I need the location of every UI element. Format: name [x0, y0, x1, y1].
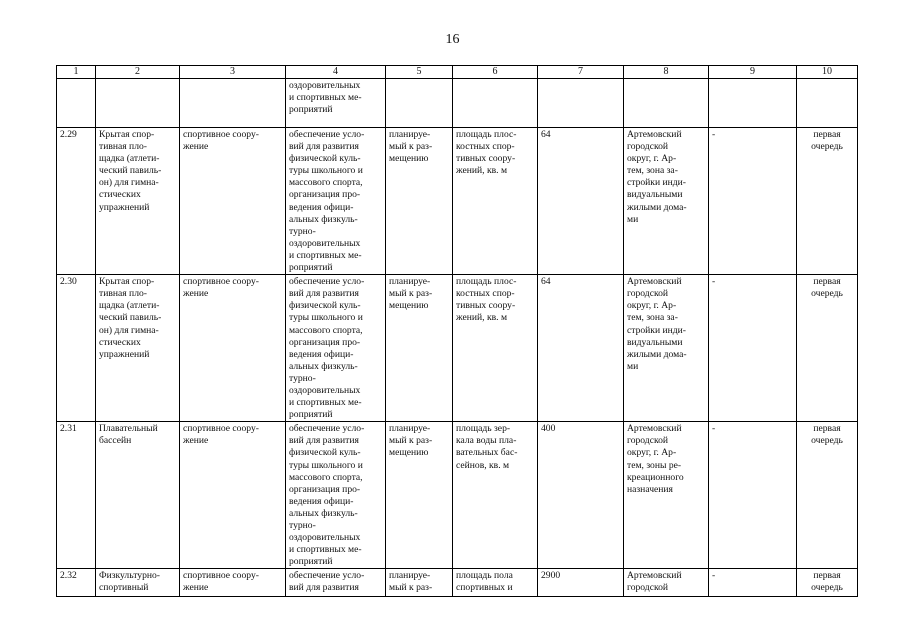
cell-text-line: альных физкуль-: [289, 507, 358, 519]
object-stage: [797, 569, 858, 597]
cell-text-line: и спортивных ме-: [289, 249, 362, 261]
cell-text-line: ведения офици-: [289, 348, 354, 360]
cell-text-line: физической куль-: [289, 300, 361, 312]
column-header: 10: [797, 66, 858, 79]
cell-text-line: очередь: [811, 141, 843, 153]
cell-text-line: тивных соору-: [456, 300, 516, 312]
object-purpose: [286, 275, 386, 422]
cell-text-line: Физкультурно-: [99, 570, 160, 582]
cell-text-line: планируе-: [389, 276, 431, 288]
cell-text-line: первая: [813, 570, 841, 582]
object-location: [624, 569, 709, 597]
cell-text-line: роприятий: [289, 556, 333, 568]
column-header: 9: [709, 66, 797, 79]
cell-text-line: тивная пло-: [99, 141, 147, 153]
object-value: 400: [538, 422, 624, 569]
cell-text-line: туры школьного и: [289, 165, 363, 177]
cell-text-line: мый к раз-: [389, 141, 433, 153]
table-cell: [286, 79, 386, 128]
cell-text-line: стройки инди-: [627, 177, 686, 189]
cell-text-line: туры школьного и: [289, 312, 363, 324]
cell-text-line: спортивное соору-: [183, 129, 259, 140]
cell-text-line: очередь: [811, 582, 843, 594]
table-cell: [797, 79, 858, 128]
cell-text-line: и спортивных ме-: [289, 92, 362, 104]
cell-text-line: щадка (атлети-: [99, 300, 160, 312]
object-value: 64: [538, 128, 624, 275]
cell-text-line: ческий павиль-: [99, 165, 162, 177]
column-header: 3: [180, 66, 286, 79]
cell-text-line: щадка (атлети-: [99, 153, 160, 165]
table-cell: [96, 79, 180, 128]
table-cell: [57, 79, 96, 128]
cell-text-line: Артемовский: [627, 276, 682, 288]
cell-text-line: стических: [99, 189, 141, 201]
object-value: 64: [538, 275, 624, 422]
cell-text-line: турно-: [289, 225, 316, 237]
cell-text-line: жение: [183, 582, 209, 594]
object-status: [386, 569, 453, 597]
cell-text-line: очередь: [811, 435, 843, 447]
cell-text-line: костных спор-: [456, 141, 515, 153]
planning-table: [56, 65, 858, 597]
object-type: [180, 128, 286, 275]
cell-text-line: жилыми дома-: [627, 348, 687, 360]
cell-text-line: организация про-: [289, 336, 361, 348]
cell-text-line: жение: [183, 141, 209, 153]
cell-text-line: физической куль-: [289, 447, 361, 459]
object-indicator: [453, 569, 538, 597]
cell-text-line: оздоровительных: [289, 384, 361, 396]
object-stage: [797, 275, 858, 422]
object-stage: [797, 422, 858, 569]
cell-text-line: спортивный: [99, 582, 149, 594]
cell-text-line: первая: [813, 423, 841, 435]
cell-text-line: стических: [99, 336, 141, 348]
cell-text-line: спортивное соору-: [183, 570, 259, 582]
cell-text-line: оздоровительных: [289, 80, 361, 91]
cell-text-line: и спортивных ме-: [289, 397, 362, 409]
table-cell: [386, 79, 453, 128]
cell-text-line: тивная пло-: [99, 288, 147, 300]
cell-text-line: альных физкуль-: [289, 360, 358, 372]
object-location: [624, 275, 709, 422]
cell-text-line: тем, зоны ре-: [627, 459, 682, 471]
cell-text-line: городской: [627, 435, 669, 447]
object-type: [180, 569, 286, 597]
cell-text-line: назначения: [627, 483, 673, 495]
cell-text-line: жений, кв. м: [456, 165, 508, 177]
cell-text-line: вий для развития: [289, 141, 359, 153]
cell-text-line: жение: [183, 288, 209, 300]
cell-text-line: городской: [627, 288, 669, 300]
cell-text-line: мещению: [389, 153, 429, 165]
table-cell: [624, 79, 709, 128]
cell-text-line: сейнов, кв. м: [456, 459, 510, 471]
cell-text-line: вательных бас-: [456, 447, 518, 459]
cell-text-line: видуальными: [627, 336, 683, 348]
cell-text-line: оздоровительных: [289, 532, 361, 544]
cell-text-line: туры школьного и: [289, 459, 363, 471]
cell-text-line: массового спорта,: [289, 471, 363, 483]
cell-text-line: вий для развития: [289, 582, 359, 594]
object-indicator: [453, 128, 538, 275]
column-header: 1: [57, 66, 96, 79]
cell-text-line: альных физкуль-: [289, 213, 358, 225]
cell-text-line: бассейн: [99, 435, 132, 447]
cell-text-line: массового спорта,: [289, 177, 363, 189]
cell-text-line: мещению: [389, 447, 429, 459]
cell-text-line: планируе-: [389, 570, 431, 582]
cell-text-line: физической куль-: [289, 153, 361, 165]
cell-text-line: организация про-: [289, 189, 361, 201]
cell-text-line: первая: [813, 276, 841, 288]
cell-text-line: Крытая спор-: [99, 276, 155, 288]
cell-text-line: спортивных и: [456, 582, 513, 594]
object-status: [386, 128, 453, 275]
cell-text-line: он) для гимна-: [99, 177, 159, 189]
cell-text-line: городской: [627, 141, 669, 153]
cell-text-line: Артемовский: [627, 423, 682, 435]
cell-text-line: упражнений: [99, 201, 150, 213]
cell-text-line: площадь зер-: [456, 423, 511, 435]
cell-text-line: турно-: [289, 372, 316, 384]
table-cell: [180, 79, 286, 128]
page-number: 16: [445, 32, 460, 47]
cell-text-line: турно-: [289, 520, 316, 531]
cell-text-line: и спортивных ме-: [289, 544, 362, 556]
cell-text-line: мый к раз-: [389, 288, 433, 300]
table-row: [57, 422, 858, 569]
cell-text-line: ми: [627, 213, 639, 225]
cell-text-line: роприятий: [289, 409, 333, 421]
cell-text-line: роприятий: [289, 262, 333, 274]
cell-text-line: оздоровительных: [289, 237, 361, 249]
object-type: [180, 422, 286, 569]
object-purpose: [286, 422, 386, 569]
column-header: 4: [286, 66, 386, 79]
cell-text-line: вий для развития: [289, 435, 359, 447]
cell-text-line: креационного: [627, 471, 684, 483]
object-value: 2900: [538, 569, 624, 597]
object-zone: -: [709, 569, 797, 597]
cell-text-line: округ, г. Ар-: [627, 300, 677, 312]
cell-text-line: городской: [627, 582, 669, 594]
cell-text-line: обеспечение усло-: [289, 129, 365, 140]
object-indicator: [453, 422, 538, 569]
object-purpose: [286, 128, 386, 275]
cell-text-line: ведения офици-: [289, 495, 354, 507]
object-stage: [797, 128, 858, 275]
table-cell: [709, 79, 797, 128]
cell-text-line: видуальными: [627, 189, 683, 201]
cell-text-line: упражнений: [99, 348, 150, 360]
cell-text-line: мещению: [389, 300, 429, 312]
cell-text-line: ведения офици-: [289, 201, 354, 213]
cell-text-line: площадь плос-: [456, 129, 517, 140]
object-location: [624, 422, 709, 569]
object-location: [624, 128, 709, 275]
object-status: [386, 422, 453, 569]
cell-text-line: мый к раз-: [389, 435, 433, 447]
column-header: 5: [386, 66, 453, 79]
cell-text-line: планируе-: [389, 129, 431, 140]
cell-text-line: Артемовский: [627, 570, 682, 582]
cell-text-line: кала воды пла-: [456, 435, 517, 447]
cell-text-line: массового спорта,: [289, 324, 363, 336]
cell-text-line: костных спор-: [456, 288, 515, 300]
continuation-row: [57, 79, 858, 128]
cell-text-line: роприятий: [289, 104, 333, 116]
cell-text-line: тивных соору-: [456, 153, 516, 165]
cell-text-line: он) для гимна-: [99, 324, 159, 336]
cell-text-line: ческий павиль-: [99, 312, 162, 324]
object-zone: -: [709, 128, 797, 275]
object-status: [386, 275, 453, 422]
table-row: [57, 569, 858, 597]
cell-text-line: ми: [627, 360, 639, 372]
cell-text-line: площадь плос-: [456, 276, 517, 288]
cell-text-line: обеспечение усло-: [289, 570, 365, 582]
row-number: 2.32: [57, 569, 96, 597]
cell-text-line: жений, кв. м: [456, 312, 508, 324]
table-cell: [538, 79, 624, 128]
cell-text-line: вий для развития: [289, 288, 359, 300]
cell-text-line: мый к раз-: [389, 582, 433, 594]
cell-text-line: первая: [813, 129, 841, 140]
row-number: 2.31: [57, 422, 96, 569]
object-name: [96, 569, 180, 597]
cell-text-line: планируе-: [389, 423, 431, 435]
table-cell: [453, 79, 538, 128]
cell-text-line: жилыми дома-: [627, 201, 687, 213]
column-header: 2: [96, 66, 180, 79]
cell-text-line: тем, зона за-: [627, 165, 678, 177]
column-header: 7: [538, 66, 624, 79]
object-zone: -: [709, 275, 797, 422]
cell-text-line: тем, зона за-: [627, 312, 678, 324]
table-row: [57, 128, 858, 275]
cell-text-line: спортивное соору-: [183, 423, 259, 435]
cell-text-line: округ, г. Ар-: [627, 153, 677, 165]
table-row: [57, 275, 858, 422]
cell-text-line: Артемовский: [627, 129, 682, 140]
object-name: [96, 128, 180, 275]
object-type: [180, 275, 286, 422]
object-name: [96, 422, 180, 569]
object-indicator: [453, 275, 538, 422]
cell-text-line: Плавательный: [99, 423, 158, 435]
column-header: 6: [453, 66, 538, 79]
cell-text-line: стройки инди-: [627, 324, 686, 336]
header-row: [57, 66, 858, 79]
cell-text-line: организация про-: [289, 483, 361, 495]
cell-text-line: Крытая спор-: [99, 129, 155, 140]
cell-text-line: спортивное соору-: [183, 276, 259, 288]
cell-text-line: обеспечение усло-: [289, 276, 365, 288]
row-number: 2.29: [57, 128, 96, 275]
cell-text-line: округ, г. Ар-: [627, 447, 677, 459]
object-name: [96, 275, 180, 422]
cell-text-line: жение: [183, 435, 209, 447]
row-number: 2.30: [57, 275, 96, 422]
column-header: 8: [624, 66, 709, 79]
cell-text-line: площадь пола: [456, 570, 513, 582]
object-zone: -: [709, 422, 797, 569]
cell-text-line: обеспечение усло-: [289, 423, 365, 435]
cell-text-line: очередь: [811, 288, 843, 300]
object-purpose: [286, 569, 386, 597]
